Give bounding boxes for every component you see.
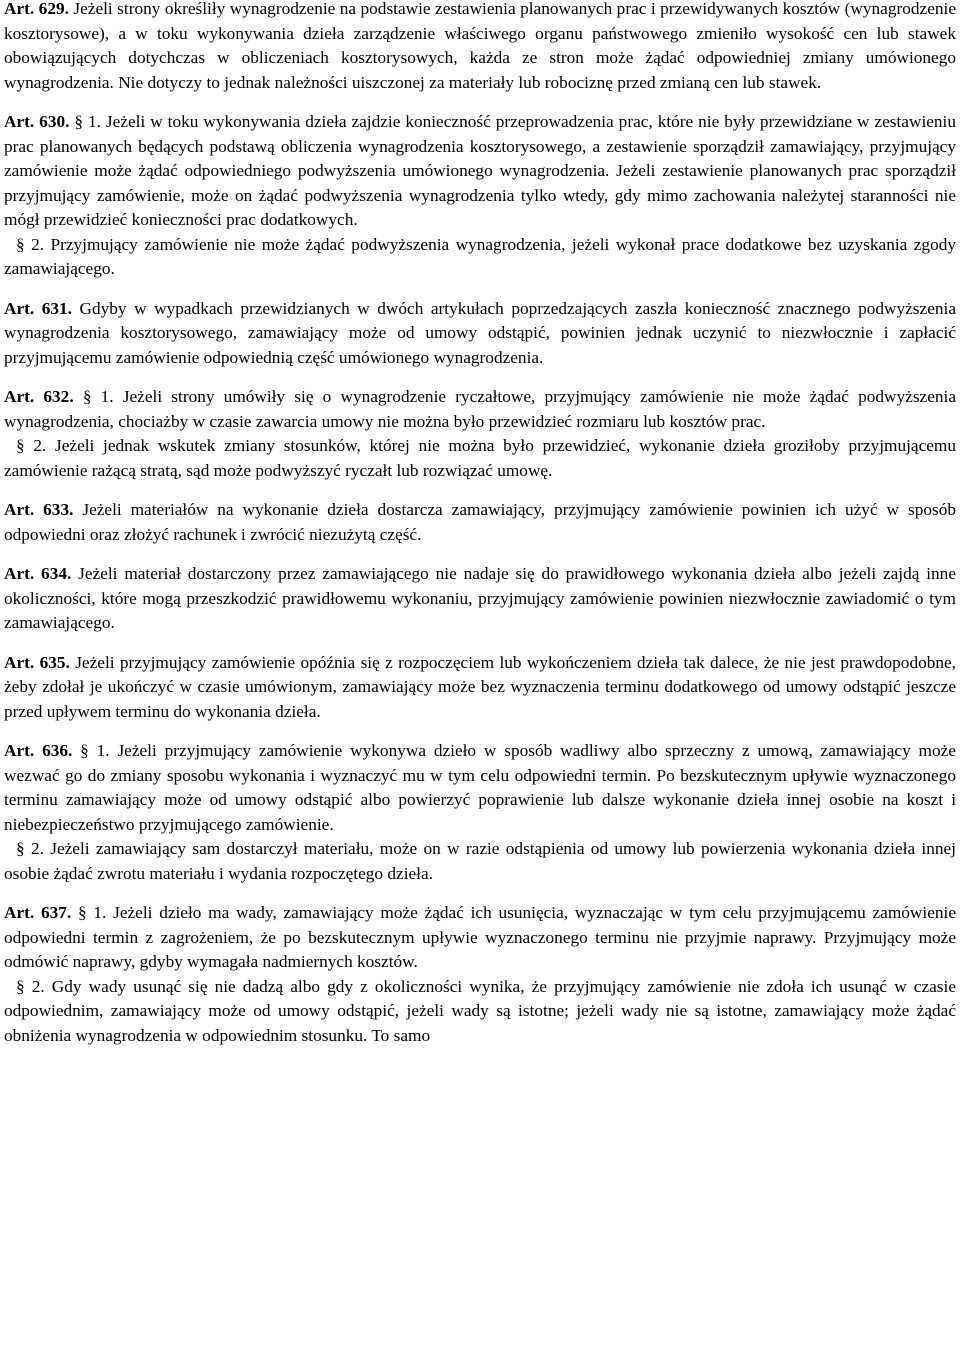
paragraph-text: § 1. Jeżeli przyjmujący zamówienie wykonywa dzieło w sposób wadliwy albo sprzeczny z umową, zamawiający może wezwać go do zmiany sposobu wykonania i wyznaczyć mu w tym celu odpowiedni termin. Po bezskutecznym upływie wyznaczonego terminu zamawiający może od umowy odstąpić albo powierzyć poprawienie lub dalsze wykonanie dzieła innej osobie na koszt i niebezpieczeństwo przyjmującego zamówienie.: [4, 741, 956, 834]
paragraph-text: § 1. Jeżeli w toku wykonywania dzieła zajdzie konieczność przeprowadzenia prac, które nie były przewidziane w zestawieniu prac planowanych będących podstawą obliczenia wynagrodzenia kosztorysowego, a zestawienie sporządził zamawiający, przyjmujący zamówienie może żądać odpowiedniego podwyższenia umówionego wynagrodzenia. Jeżeli zestawienie planowanych prac sporządził przyjmujący zamówienie, może on żądać podwyższenia wynagrodzenia tylko wtedy, gdy mimo zachowania należytej staranności nie mógł przewidzieć konieczności prac dodatkowych.: [4, 112, 956, 229]
article-number: Art. 629.: [4, 0, 69, 18]
article: [4, 739, 956, 886]
paragraph-text: Jeżeli materiałów na wykonanie dzieła dostarcza zamawiający, przyjmujący zamówienie powinien ich użyć w sposób odpowiedni oraz złożyć rachunek i zwrócić niezużytą część.: [4, 500, 956, 544]
article-number: Art. 631.: [4, 298, 72, 318]
article: [4, 110, 956, 282]
article-paragraph: [4, 651, 956, 725]
article-paragraph: [4, 385, 956, 434]
article-paragraph: [4, 498, 956, 547]
article-paragraph: [4, 434, 956, 483]
article-number: Art. 632.: [4, 387, 74, 406]
article-paragraph: [4, 975, 956, 1049]
article-number: Art. 636.: [4, 741, 73, 760]
paragraph-text: § 1. Jeżeli strony umówiły się o wynagrodzenie ryczałtowe, przyjmujący zamówienie nie może żądać podwyższenia wynagrodzenia, chociażby w czasie zawarcia umowy nie można było przewidzieć rozmiaru lub kosztów prac.: [4, 387, 956, 431]
article-paragraph: [4, 739, 956, 837]
article-paragraph: [4, 562, 956, 636]
article: [4, 562, 956, 636]
article-number: Art. 637.: [4, 903, 72, 922]
article: [4, 385, 956, 483]
paragraph-text: § 2. Jeżeli zamawiający sam dostarczył materiału, może on w razie odstąpienia od umowy lub powierzenia wykonania dzieła innej osobie żądać zwrotu materiału i wydania rozpoczętego dzieła.: [4, 839, 956, 883]
article: [4, 498, 956, 547]
paragraph-text: § 2. Jeżeli jednak wskutek zmiany stosunków, której nie można było przewidzieć, wykonanie dzieła groziłoby przyjmującemu zamówienie rażącą stratą, sąd może podwyższyć ryczałt lub rozwiązać umowę.: [4, 436, 956, 480]
paragraph-text: Jeżeli materiał dostarczony przez zamawiającego nie nadaje się do prawidłowego wykonania dzieła albo jeżeli zajdą inne okoliczności, które mogą przeszkodzić prawidłowemu wykonaniu, przyjmujący zamówienie powinien niezwłocznie zawiadomić o tym zamawiającego.: [4, 564, 956, 632]
article-number: Art. 635.: [4, 652, 70, 672]
article-paragraph: [4, 901, 956, 975]
article-paragraph: [4, 110, 956, 233]
article-number: Art. 630.: [4, 112, 70, 131]
article: [4, 651, 956, 725]
article-paragraph: [4, 837, 956, 886]
article-number: Art. 634.: [4, 564, 72, 583]
article-number: Art. 633.: [4, 500, 74, 519]
article: [4, 0, 956, 95]
paragraph-text: § 1. Jeżeli dzieło ma wady, zamawiający może żądać ich usunięcia, wyznaczając w tym celu przyjmującemu zamówienie odpowiedni termin z zagrożeniem, że po bezskutecznym upływie wyznaczonego terminu nie przyjmie naprawy. Przyjmujący może odmówić naprawy, gdyby wymagała nadmiernych kosztów.: [4, 903, 956, 971]
paragraph-text: Gdyby w wypadkach przewidzianych w dwóch artykułach poprzedzających zaszła konieczność znacznego podwyższenia wynagrodzenia kosztorysowego, zamawiający może od umowy odstąpić, powinien jednak uczynić to niezwłocznie i zapłacić przyjmującemu zamówienie odpowiednią część umówionego wynagrodzenia.: [4, 298, 956, 367]
article-paragraph: [4, 233, 956, 282]
paragraph-text: Jeżeli strony określiły wynagrodzenie na podstawie zestawienia planowanych prac i przewidywanych kosztów (wynagrodzenie kosztorysowe), a w toku wykonywania dzieła zarządzenie właściwego organu państwowego zmieniło wysokość cen lub stawek obowiązujących dotychczas w obliczeniach kosztorysowych, każda ze stron może żądać odpowiedniej zmiany umówionego wynagrodzenia. Nie dotyczy to jednak należności uiszczonej za materiały lub robociznę przed zmianą cen lub stawek.: [4, 0, 956, 92]
article: [4, 901, 956, 1048]
paragraph-text: § 2. Przyjmujący zamówienie nie może żądać podwyższenia wynagrodzenia, jeżeli wykonał prace dodatkowe bez uzyskania zgody zamawiającego.: [4, 234, 956, 278]
article-paragraph: [4, 0, 956, 95]
article-paragraph: [4, 297, 956, 371]
article: [4, 297, 956, 371]
paragraph-text: Jeżeli przyjmujący zamówienie opóźnia się z rozpoczęciem lub wykończeniem dzieła tak dalece, że nie jest prawdopodobne, żeby zdołał je ukończyć w czasie umówionym, zamawiający może bez wyznaczenia terminu dodatkowego od umowy odstąpić jeszcze przed upływem terminu do wykonania dzieła.: [4, 652, 956, 721]
paragraph-text: § 2. Gdy wady usunąć się nie dadzą albo gdy z okoliczności wynika, że przyjmujący zamówienie nie zdoła ich usunąć w czasie odpowiednim, zamawiający może od umowy odstąpić, jeżeli wady są istotne; jeżeli wady nie są istotne, zamawiający może żądać obniżenia wynagrodzenia w odpowiednim stosunku. To samo: [4, 976, 956, 1045]
document-body: [4, 0, 956, 1063]
